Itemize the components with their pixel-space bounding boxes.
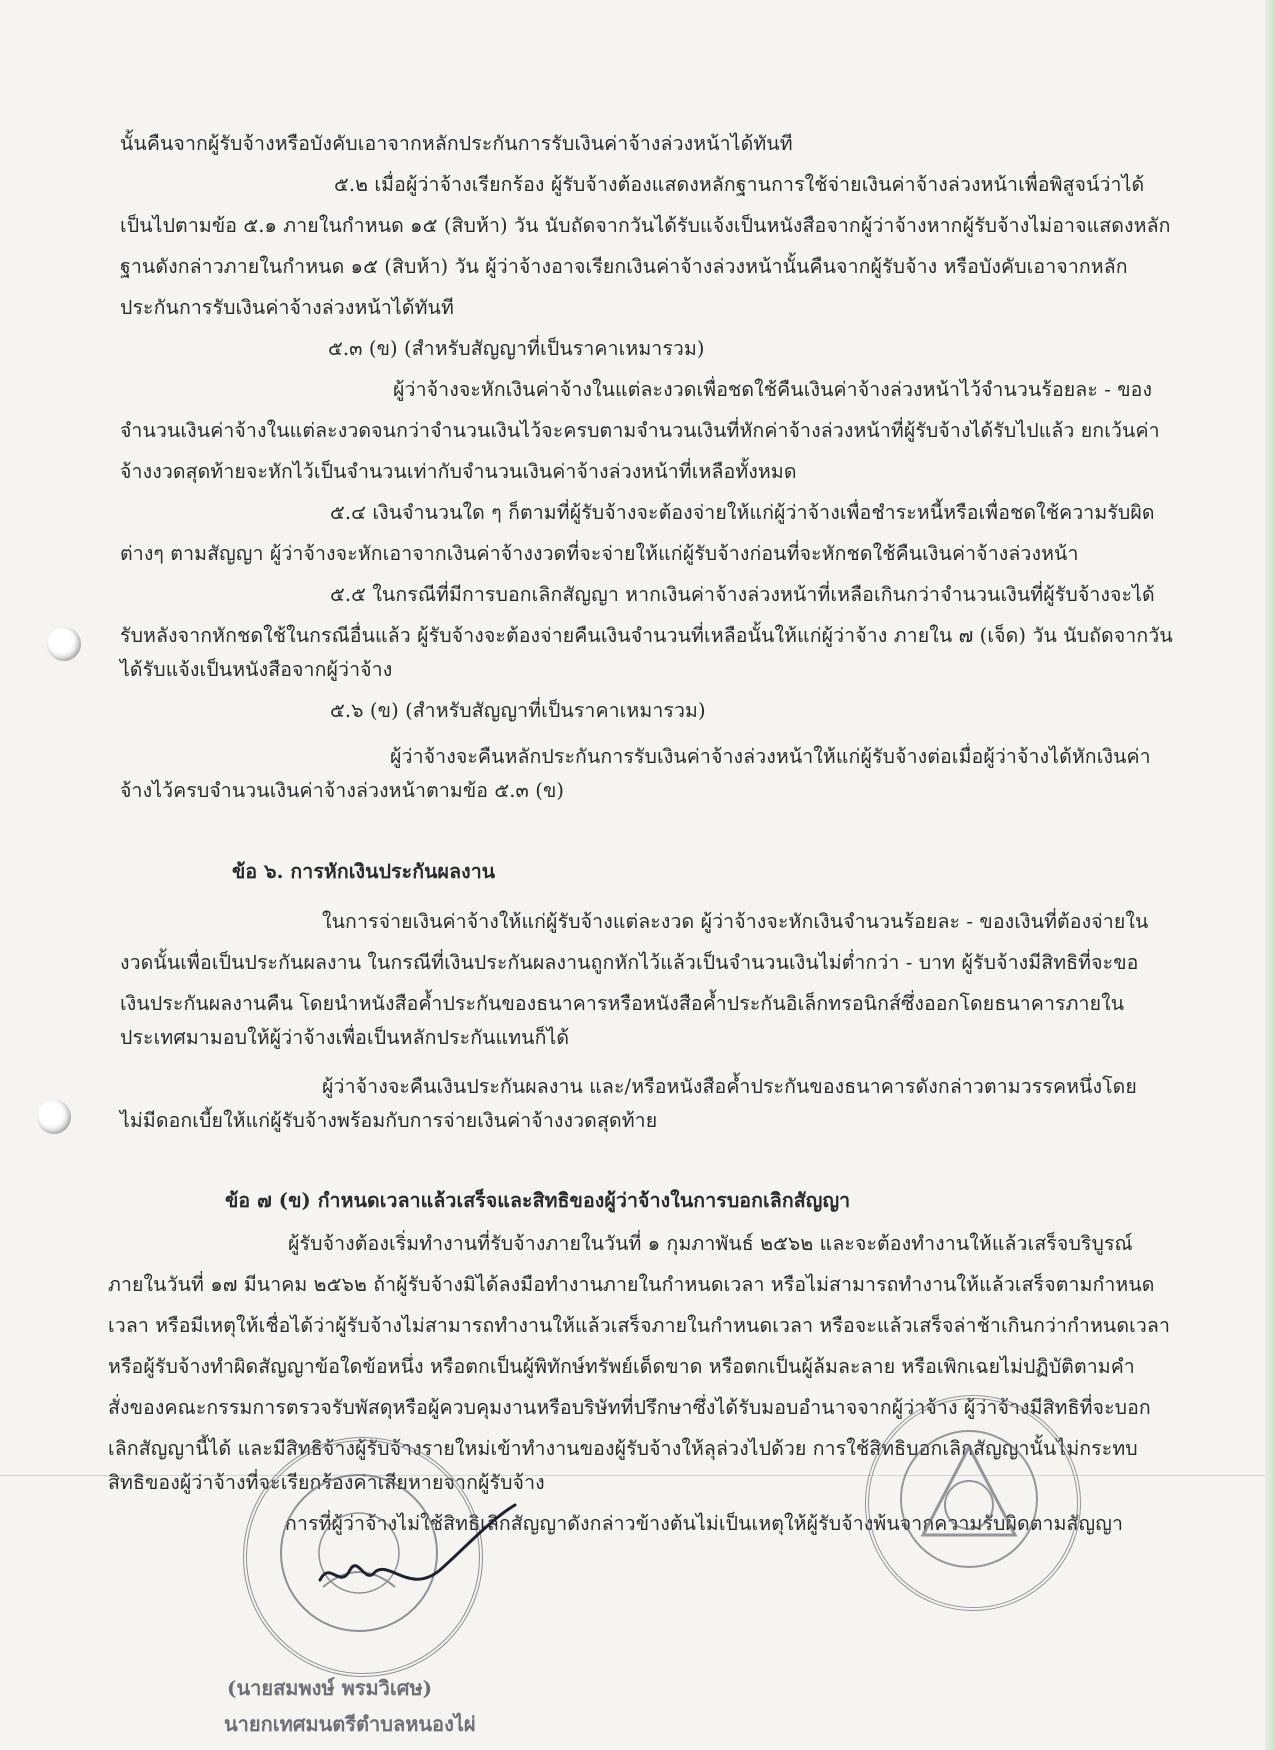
- text-line: ไม่มีดอกเบี้ยให้แก่ผู้รับจ้างพร้อมกับการจ่ายเงินค่าจ้างงวดสุดท้าย: [120, 1109, 658, 1132]
- text-line: รับหลังจากหักชดใช้ในกรณีอื่นแล้ว ผู้รับจ้างจะต้องจ่ายคืนเงินจำนวนที่เหลือนั้นให้แก่ผู้ว่าจ้าง ภายใน ๗ (เจ็ด) วัน นับถัดจากวัน: [120, 624, 1173, 647]
- text-line: ฐานดังกล่าวภายในกำหนด ๑๕ (สิบห้า) วัน ผู้ว่าจ้างอาจเรียกเงินค่าจ้างล่วงหน้านั้นคืนจากผู้รับจ้าง หรือบังคับเอาจากหลัก: [120, 255, 1128, 278]
- text-line: ภายในวันที่ ๑๗ มีนาคม ๒๕๖๒ ถ้าผู้รับจ้างมิได้ลงมือทำงานภายในกำหนดเวลา หรือไม่สามารถทำงานให้แล้วเสร็จตามกำหนด: [108, 1273, 1155, 1296]
- text-line: เลิกสัญญานี้ได้ และมีสิทธิจ้างผู้รับจ้างรายใหม่เข้าทำงานของผู้รับจ้างให้ลุล่วงไปด้วย การใช้สิทธิบอกเลิกสัญญานั้นไม่กระทบ: [108, 1437, 1138, 1460]
- punch-hole-icon: [47, 627, 81, 661]
- text-line: การที่ผู้ว่าจ้างไม่ใช้สิทธิเลิกสัญญาดังกล่าวข้างต้นไม่เป็นเหตุให้ผู้รับจ้างพ้นจากความรับผิดตามสัญญา: [285, 1512, 1124, 1535]
- signatory-title: นายกเทศมนตรีตำบลหนองไผ่: [224, 1712, 476, 1736]
- signature-icon: [300, 1500, 530, 1610]
- signatory-name: (นายสมพงษ์ พรมวิเศษ): [227, 1676, 433, 1700]
- text-line: ๕.๓ (ข) (สำหรับสัญญาที่เป็นราคาเหมารวม): [328, 337, 705, 360]
- text-line: ประกันการรับเงินค่าจ้างล่วงหน้าได้ทันที: [120, 296, 454, 319]
- text-line: ๕.๔ เงินจำนวนใด ๆ ก็ตามที่ผู้รับจ้างจะต้องจ่ายให้แก่ผู้ว่าจ้างเพื่อชำระหนี้หรือเพื่อชดใช้ความรับผิด: [330, 501, 1155, 524]
- text-line: ผู้ว่าจ้างจะคืนเงินประกันผลงาน และ/หรือหนังสือค้ำประกันของธนาคารดังกล่าวตามวรรคหนึ่งโดย: [322, 1075, 1137, 1098]
- text-line: เงินประกันผลงานคืน โดยนำหนังสือค้ำประกันของธนาคารหรือหนังสือค้ำประกันอิเล็กทรอนิกส์ซึ่งออกโดยธนาคารภายใน: [120, 992, 1125, 1015]
- text-line: สั่งของคณะกรรมการตรวจรับพัสดุหรือผู้ควบคุมงานหรือบริษัทที่ปรึกษาซึ่งได้รับมอบอำนาจจากผู้ว่าจ้าง ผู้ว่าจ้างมีสิทธิที่จะบอก: [108, 1396, 1151, 1419]
- text-line: นั้นคืนจากผู้รับจ้างหรือบังคับเอาจากหลักประกันการรับเงินค่าจ้างล่วงหน้าได้ทันที: [120, 132, 793, 155]
- punch-hole-icon: [37, 1100, 71, 1134]
- text-line: ต่างๆ ตามสัญญา ผู้ว่าจ้างจะหักเอาจากเงินค่าจ้างงวดที่จะจ่ายให้แก่ผู้รับจ้างก่อนที่จะหักชดใช้คืนเงินค่าจ้างล่วงหน้า: [120, 542, 1079, 565]
- text-line: ประเทศมามอบให้ผู้ว่าจ้างเพื่อเป็นหลักประกันแทนก็ได้: [120, 1026, 570, 1049]
- text-line: งวดนั้นเพื่อเป็นประกันผลงาน ในกรณีที่เงินประกันผลงานถูกหักไว้แล้วเป็นจำนวนเงินไม่ต่ำกว่า - บาท ผู้รับจ้างมีสิทธิที่จะขอ: [120, 951, 1139, 974]
- section-heading: ข้อ ๖. การหักเงินประกันผลงาน: [232, 860, 496, 883]
- text-line: ๕.๖ (ข) (สำหรับสัญญาที่เป็นราคาเหมารวม): [330, 699, 706, 722]
- text-line: เป็นไปตามข้อ ๕.๑ ภายในกำหนด ๑๕ (สิบห้า) วัน นับถัดจากวันได้รับแจ้งเป็นหนังสือจากผู้ว่าจ้างหากผู้รับจ้างไม่อาจแสดงหลัก: [120, 214, 1171, 237]
- text-line: จำนวนเงินค่าจ้างในแต่ละงวดจนกว่าจำนวนเงินไว้จะครบตามจำนวนเงินที่หักค่าจ้างล่วงหน้าที่ผู้รับจ้างได้รับไปแล้ว ยกเว้นค่า: [120, 419, 1160, 442]
- text-line: ๕.๒ เมื่อผู้ว่าจ้างเรียกร้อง ผู้รับจ้างต้องแสดงหลักฐานการใช้จ่ายเงินค่าจ้างล่วงหน้าเพื่อพิสูจน์ว่าได้: [334, 173, 1145, 196]
- text-line: ผู้ว่าจ้างจะหักเงินค่าจ้างในแต่ละงวดเพื่อชดใช้คืนเงินค่าจ้างล่วงหน้าไว้จำนวนร้อยละ - ของ: [393, 378, 1153, 401]
- text-line: หรือผู้รับจ้างทำผิดสัญญาข้อใดข้อหนึ่ง หรือตกเป็นผู้พิทักษ์ทรัพย์เด็ดขาด หรือตกเป็นผู้ล้มละลาย หรือเพิกเฉยไม่ปฏิบัติตามคำ: [108, 1355, 1135, 1378]
- text-line: ๕.๕ ในกรณีที่มีการบอกเลิกสัญญา หากเงินค่าจ้างล่วงหน้าที่เหลือเกินกว่าจำนวนเงินที่ผู้รับจ้างจะได้: [330, 583, 1155, 606]
- text-line: จ้างไว้ครบจำนวนเงินค่าจ้างล่วงหน้าตามข้อ ๕.๓ (ข): [120, 779, 565, 802]
- stamp-icon: [865, 1395, 1081, 1611]
- text-line: ในการจ่ายเงินค่าจ้างให้แก่ผู้รับจ้างแต่ละงวด ผู้ว่าจ้างจะหักเงินจำนวนร้อยละ - ของเงินที่ต้องจ่ายใน: [322, 910, 1149, 933]
- text-line: สิทธิของผู้ว่าจ้างที่จะเรียกร้องค่าเสียหายจากผู้รับจ้าง: [108, 1471, 545, 1494]
- text-line: จ้างงวดสุดท้ายจะหักไว้เป็นจำนวนเท่ากับจำนวนเงินค่าจ้างล่วงหน้าที่เหลือทั้งหมด: [120, 460, 797, 483]
- page-edge: [1265, 0, 1275, 1750]
- text-line: ผู้รับจ้างต้องเริ่มทำงานที่รับจ้างภายในวันที่ ๑ กุมภาพันธ์ ๒๕๖๒ และจะต้องทำงานให้แล้วเสร็จบริบูรณ์: [288, 1232, 1133, 1255]
- text-line: ได้รับแจ้งเป็นหนังสือจากผู้ว่าจ้าง: [120, 658, 393, 681]
- section-heading: ข้อ ๗ (ข) กำหนดเวลาแล้วเสร็จและสิทธิของผู้ว่าจ้างในการบอกเลิกสัญญา: [225, 1189, 851, 1212]
- text-line: ผู้ว่าจ้างจะคืนหลักประกันการรับเงินค่าจ้างล่วงหน้าให้แก่ผู้รับจ้างต่อเมื่อผู้ว่าจ้างได้หักเงินค่า: [390, 745, 1151, 768]
- text-line: เวลา หรือมีเหตุให้เชื่อได้ว่าผู้รับจ้างไม่สามารถทำงานให้แล้วเสร็จภายในกำหนดเวลา หรือจะแล้วเสร็จล่าช้าเกินกว่ากำหนดเวลา: [108, 1314, 1171, 1337]
